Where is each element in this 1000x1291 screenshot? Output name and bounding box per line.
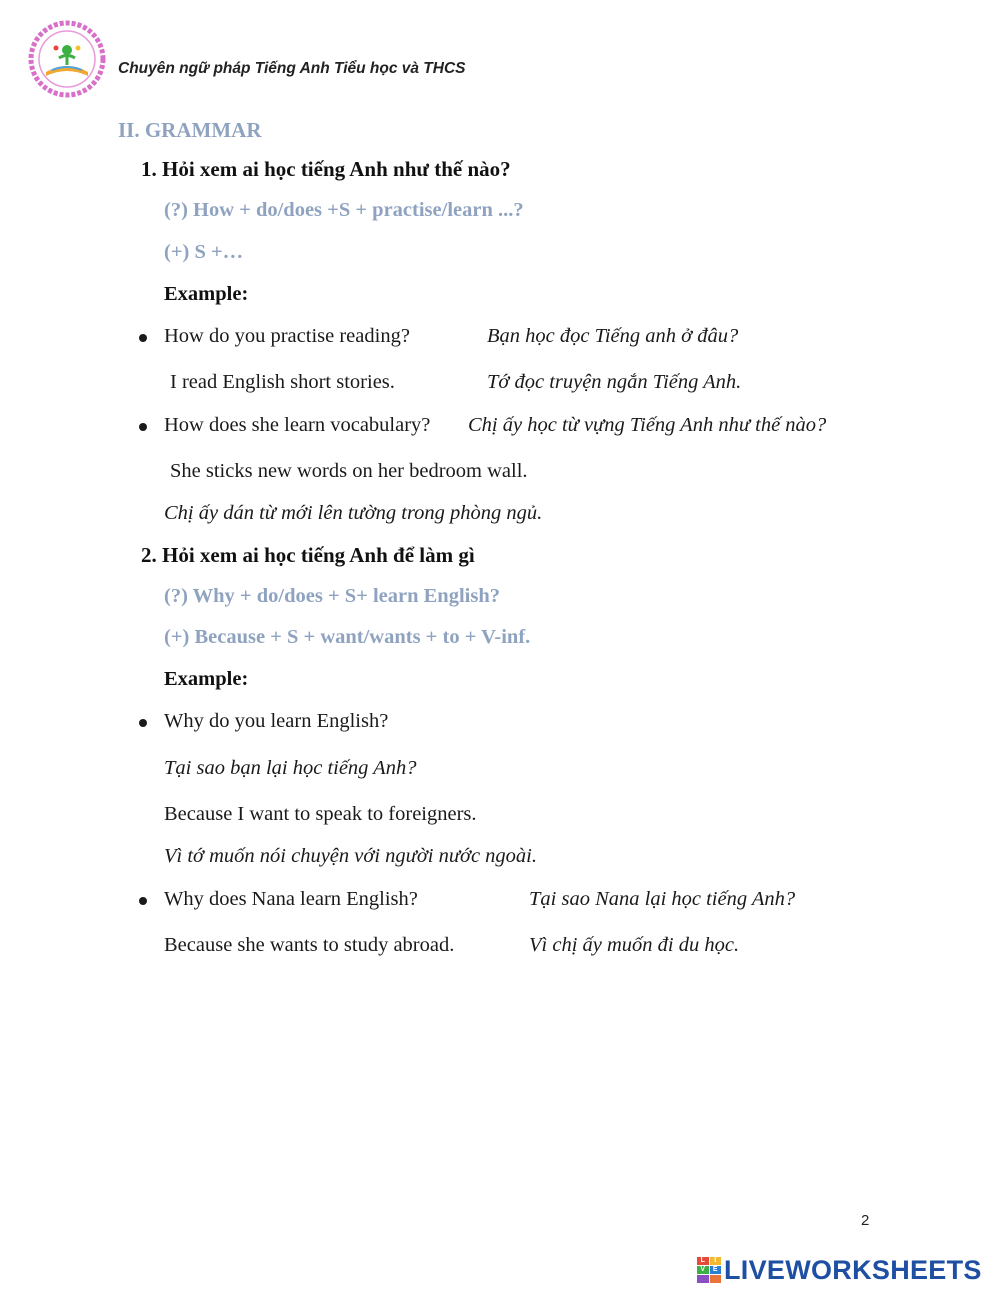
school-logo <box>26 20 108 98</box>
liveworksheets-text: LIVEWORKSHEETS <box>724 1254 982 1285</box>
example-question-translation: Chị ấy học từ vựng Tiếng Anh như thế nào? <box>468 414 827 436</box>
example-answer: Because I want to speak to foreigners. <box>164 803 477 825</box>
example-answer: She sticks new words on her bedroom wall. <box>170 460 528 482</box>
bullet <box>139 897 147 905</box>
example-question: How do you practise reading? <box>164 325 410 347</box>
section-title: II. GRAMMAR <box>118 118 262 142</box>
example-question-translation: Bạn học đọc Tiếng anh ở đâu? <box>487 325 739 347</box>
example-answer: I read English short stories. <box>170 371 395 393</box>
example-answer-translation: Chị ấy dán từ mới lên tường trong phòng ngủ. <box>164 502 543 524</box>
example-answer: Because she wants to study abroad. <box>164 934 455 956</box>
header-title: Chuyên ngữ pháp Tiếng Anh Tiểu học và THCS <box>118 60 466 77</box>
part1-example-label: Example: <box>164 283 249 305</box>
example-answer-translation: Vì tớ muốn nói chuyện với người nước ngoài. <box>164 845 537 867</box>
logo-letter: L <box>697 1257 709 1265</box>
part1-heading: 1. Hỏi xem ai học tiếng Anh như thế nào? <box>141 157 511 181</box>
liveworksheets-logo-icon <box>697 1257 721 1283</box>
logo-letter: E <box>710 1266 722 1274</box>
bullet <box>139 423 147 431</box>
logo-letter: V <box>697 1266 709 1274</box>
logo-letter: I <box>710 1257 722 1265</box>
bullet <box>139 334 147 342</box>
example-question: Why does Nana learn English? <box>164 888 418 910</box>
example-answer-translation: Tớ đọc truyện ngắn Tiếng Anh. <box>487 371 742 393</box>
example-question: How does she learn vocabulary? <box>164 414 431 436</box>
part2-example-label: Example: <box>164 668 249 690</box>
bullet <box>139 719 147 727</box>
part1-answer-formula: (+) S +… <box>164 241 244 263</box>
example-question-translation: Tại sao bạn lại học tiếng Anh? <box>164 757 417 779</box>
example-question-translation: Tại sao Nana lại học tiếng Anh? <box>529 888 796 910</box>
part2-heading: 2. Hỏi xem ai học tiếng Anh để làm gì <box>141 543 475 567</box>
part2-answer-formula: (+) Because + S + want/wants + to + V-inf. <box>164 626 531 648</box>
page-number: 2 <box>861 1212 870 1229</box>
example-answer-translation: Vì chị ấy muốn đi du học. <box>529 934 740 956</box>
part1-question-formula: (?) How + do/does +S + practise/learn ...? <box>164 199 524 221</box>
example-question: Why do you learn English? <box>164 710 389 732</box>
liveworksheets-watermark <box>697 1253 982 1287</box>
part2-question-formula: (?) Why + do/does + S+ learn English? <box>164 585 500 607</box>
